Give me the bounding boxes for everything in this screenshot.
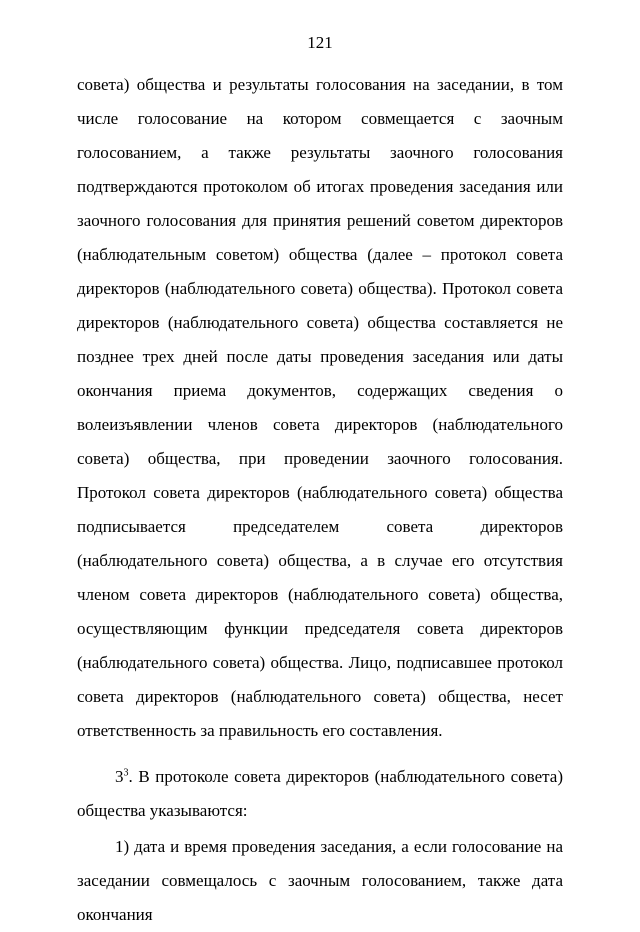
clause-superscript: 3 (123, 767, 129, 779)
paragraph-protocol-rules: совета) общества и результаты голосования на заседании, в том числе голосование на котором совмещается с заочным голосованием, а также результаты заочного голосования подтверждаются протоколом об итогах проведения заседания или заочного голосования для принятия решений советом директоров (наблюдательным советом) общества (далее – протокол совета директоров (наблюдательного совета) общества). Протокол совета директоров (наблюдательного совета) общества составляется не позднее трех дней после даты проведения заседания или даты окончания приема документов, содержащих сведения о волеизъявлении членов совета директоров (наблюдательного совета) общества, при проведении заочного голосования. Протокол совета директоров (наблюдательного совета) общества подписывается председателем совета директоров (наблюдательного совета) общества, а в случае его отсутствия членом совета директоров (наблюдательного совета) общества, осуществляющим функции председателя совета директоров (наблюдательного совета) общества. Лицо, подписавшее протокол совета директоров (наблюдательного совета) общества, несет ответственность за правильность его составления. (77, 75, 563, 740)
document-body (77, 68, 563, 932)
clause-number: 3 (115, 767, 124, 786)
paragraph-item-1: 1) дата и время проведения заседания, а если голосование на заседании совмещалось с заочным голосованием, также дата окончания (77, 837, 563, 924)
page-number: 121 (307, 33, 333, 52)
clause-text: . В протоколе совета директоров (наблюдательного совета) общества указываются: (77, 767, 563, 820)
paragraph-protocol-contents (77, 760, 563, 828)
